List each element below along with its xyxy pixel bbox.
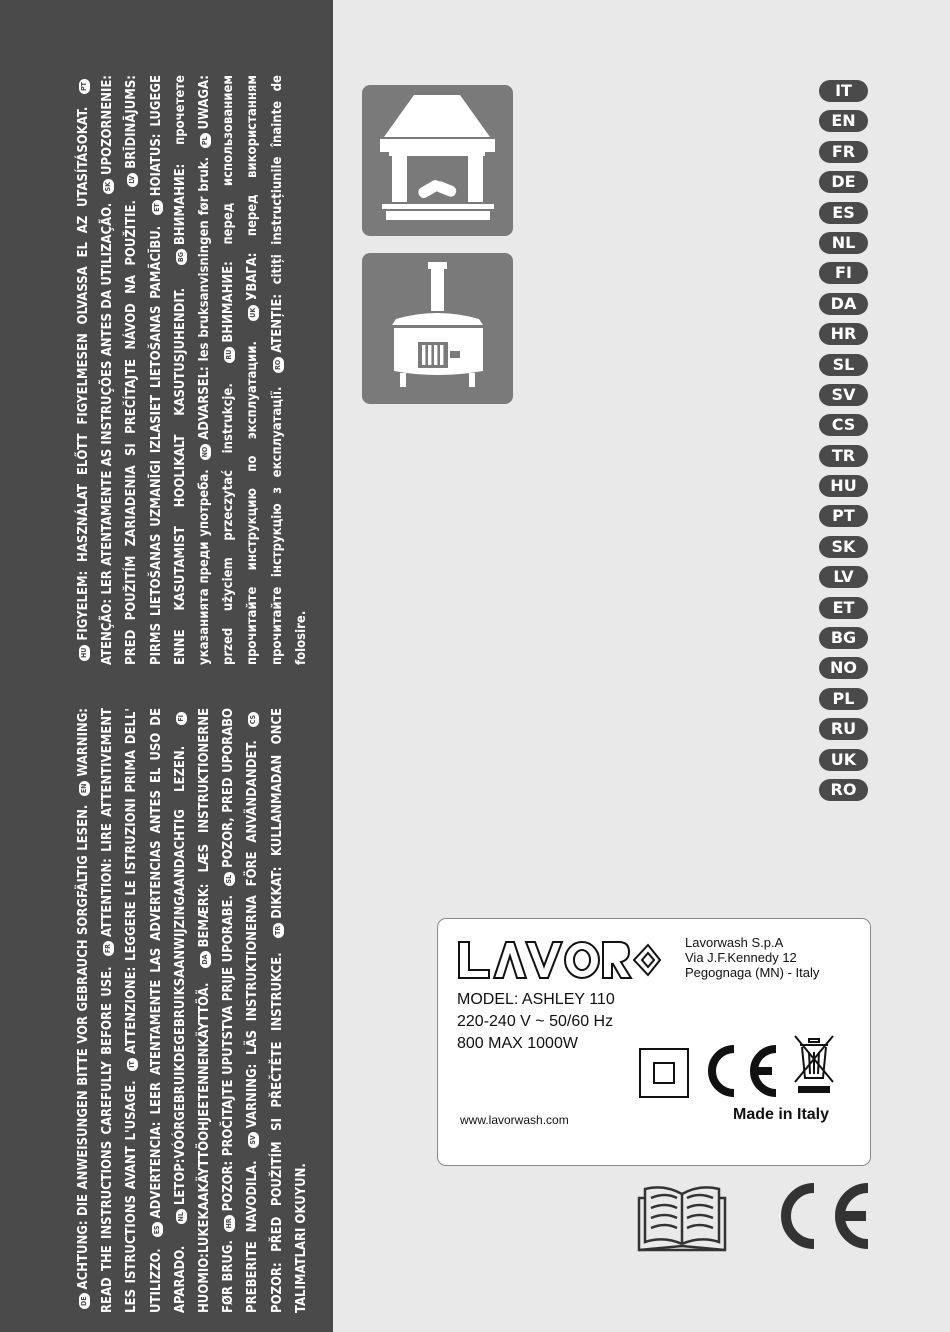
language-pill-fr: FR [819,141,868,163]
double-insulation-inner-square [653,1062,675,1084]
language-badge-fr: FR [103,941,114,956]
lavor-logo [456,939,661,981]
warning-text-pt: ATENÇÃO: LER ATENTAMENTE AS INSTRUÇÕES ANTES DA UTILIZAÇÃO. [100,202,116,665]
open-book-icon [637,1180,727,1252]
company-line: Via J.F.Kennedy 12 [685,950,797,965]
language-badge-bg: BG [176,249,187,265]
language-badge-sl: SL [224,872,235,887]
wood-stove-icon [362,253,513,404]
warning-text-it: ATTENZIONE: LEGGERE LE ISTRUZIONI PRIMA DELL' UTILIZZO. [124,708,164,1313]
double-insulation-icon [639,1048,689,1098]
warnings-panel [0,0,333,1332]
language-badge-cs: CS [248,712,259,727]
warning-text-de: ACHTUNG: DIE ANWEISUNGEN BITTE VOR GEBRAUCH SORGFÄLTIG LESEN. [76,804,91,1290]
language-pill-fi: FI [819,262,868,284]
language-pill-bg: BG [819,627,868,649]
language-badge-ru: RU [224,347,235,363]
language-badge-tr: TR [273,923,284,938]
language-pill-de: DE [819,171,868,193]
fireplace-icon-graphic [362,85,513,236]
language-pill-en: EN [819,110,868,132]
language-pill-it: IT [819,80,868,102]
warning-text-da: BEMÆRK: LÆS INSTRUKTIONERNE FØR BRUG. [197,708,237,1313]
language-badge-nl: NL [176,1209,187,1224]
warning-text-ru: ВНИМАНИЕ: перед использованием прочитайте инструкцию по эксплуатации. [221,75,261,665]
wood-stove-icon-graphic [362,253,513,404]
spec-line: 220-240 V ~ 50/60 Hz [457,1013,614,1030]
model-specs [457,989,615,1055]
warning-text-cs: POZOR: PŘED POUŽITÍM SI PŘEČTĚTE INSTRUKCE. [269,952,285,1313]
warning-text-et: HOIATUS: LUGEGE ENNE KASUTAMIST HOOLIKALT KASUTUSJUHENDIT. [148,75,188,665]
warning-text-lv: BRĪDINĀJUMS: PIRMS LIETOŠANAS UZMANĪGI IZLASIET LIETOŠANAS PAMĀCĪBU. [124,75,164,665]
language-badge-da: DA [200,952,211,968]
language-pill-da: DA [819,293,868,315]
website-url: www.lavorwash.com [460,1113,569,1127]
language-pill-lv: LV [819,566,868,588]
language-badge-en: EN [79,781,90,797]
language-pill-hu: HU [819,475,868,497]
language-badge-no: NO [200,444,211,461]
language-pill-sl: SL [819,354,868,376]
spec-line: 800 MAX 1000W [457,1035,578,1052]
language-pill-sk: SK [819,536,868,558]
warning-text-es: ADVERTENCIA: LEER ATENTAMENTE LAS ADVERTENCIAS ANTES EL USO DE APARADO. [148,708,188,1313]
language-badge-fi: FI [176,712,187,725]
language-badge-hu: HU [79,645,90,661]
company-address [685,935,819,980]
language-pill-ru: RU [819,718,868,740]
language-pill-uk: UK [819,749,868,771]
warning-text-no: ADVARSEL: les bruksanvisningen før bruk. [197,156,213,440]
language-badge-et: ET [152,200,163,215]
warning-text-sl: POZOR, PRED UPORABO PREBERITE NAVODILA. [221,708,261,1313]
warnings-rotated-block [0,0,333,1332]
language-badge-pl: PL [200,133,211,148]
company-line: Pegognaga (MN) - Italy [685,965,820,980]
warnings-column-1 [0,708,333,1313]
warning-text-pl: UWAGA: przed użyciem przeczytać instrukcje. [197,75,237,665]
warning-text-fi: HUOMIO:LUKEKAAKÄYTTÖOHJEETENNENKÄYTTÖÄ. [197,982,213,1313]
language-code-list [819,80,869,809]
rating-plate [437,918,871,1166]
language-pill-cs: CS [819,414,868,436]
fireplace-icon [362,85,513,236]
language-pill-pl: PL [819,688,868,710]
language-pill-hr: HR [819,323,868,345]
language-badge-hr: HR [224,1215,235,1231]
language-pill-ro: RO [819,779,868,801]
warning-text-uk: УВАГА: перед використанням прочитайте інструкцію з експлуатації. [245,75,285,665]
crossed-bin-icon [792,1034,836,1096]
language-badge-sv: SV [248,1132,259,1147]
language-pill-et: ET [819,597,868,619]
ce-mark-icon [770,1180,872,1252]
warning-text-hr: POZOR: PROČITAJTE UPUTSTVA PRIJE UPORABE. [221,895,237,1212]
company-line: Lavorwash S.p.A [685,935,784,950]
spec-line: MODEL: ASHLEY 110 [457,991,615,1008]
language-badge-pt: PT [79,79,90,94]
language-badge-ro: RO [273,357,284,373]
warning-text-sk: UPOZORNENIE: PRED POUŽITÍM ZARIADENIA SI PREČÍTAJTE NÁVOD NA POUŽITIE. [100,75,140,665]
warning-text-nl: LETOP:VÓÓRGEBRUIKDEGEBRUIKSAANWIJZINGAANDACHTIG LEZEN. [172,745,188,1206]
language-pill-es: ES [819,202,868,224]
warning-text-ro: ATENȚIE: citiți instrucțiunile înainte de folosire. [269,75,309,665]
warning-text-en: WARNING: READ THE INSTRUCTIONS CAREFULLY BEFORE USE. [76,708,116,1313]
warning-text-sv: VARNING: LÄS INSTRUKTIONERNA FÖRE ANVÄNDANDET. [245,740,261,1129]
language-badge-lv: LV [127,173,138,187]
made-in-label: Made in Italy [733,1106,830,1123]
warning-text-fr: ATTENTION: LIRE ATTENTIVEMENT LES ISTRUCTIONS AVANT L'USAGE. [100,708,140,1313]
warning-text-hu: FIGYELEM: HASZNÁLAT ELŐTT FIGYELMESEN OLVASSA EL AZ UTASÍTÁSOKAT. [76,106,91,641]
language-badge-sk: SK [103,179,114,194]
warning-text-tr: DIKKAT: KULLANMADAN ONCE TALIMATLARI OKUYUN. [269,708,309,1313]
language-pill-pt: PT [819,505,868,527]
warnings-column-2 [0,75,333,665]
language-pill-nl: NL [819,232,868,254]
warning-text-bg: ВНИМАНИЕ: прочетете указанията преди употреба. [172,75,213,665]
plate-ce-mark-icon [700,1041,780,1101]
language-pill-no: NO [819,657,868,679]
language-pill-tr: TR [819,445,868,467]
language-badge-es: ES [152,1222,163,1237]
language-badge-uk: UK [248,305,259,321]
language-badge-it: IT [127,1058,138,1071]
language-badge-de: DE [79,1293,90,1309]
language-pill-sv: SV [819,384,868,406]
